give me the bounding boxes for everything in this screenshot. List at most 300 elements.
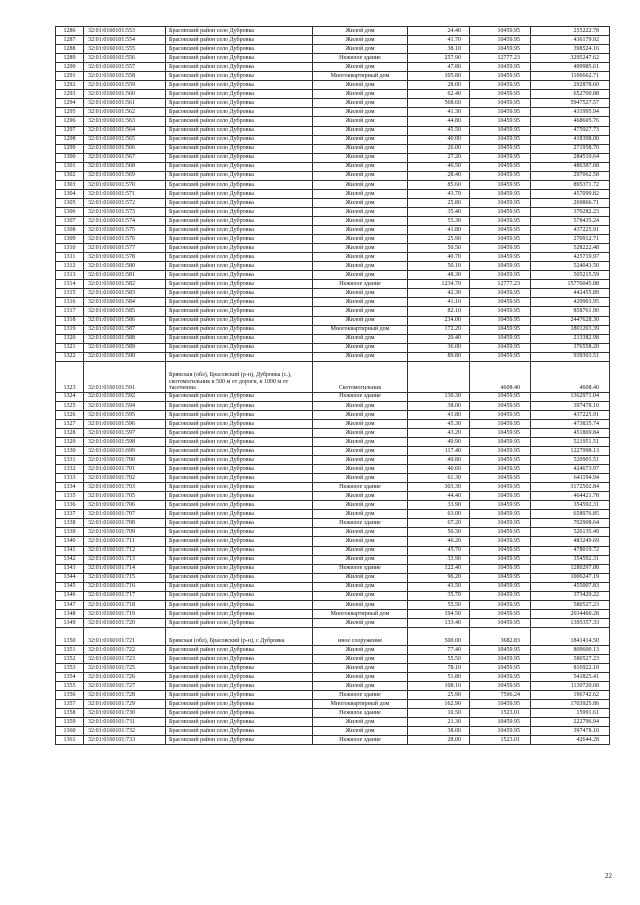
- area-cell: 63.00: [408, 510, 470, 519]
- row-number-cell: 1350: [56, 627, 84, 645]
- cadastral-value-per-m2-cell: 10459.95: [470, 573, 531, 582]
- row-number-cell: 1332: [56, 465, 84, 474]
- row-number-cell: 1356: [56, 691, 84, 700]
- row-number-cell: 1341: [56, 546, 84, 555]
- address-cell: Брасовский район село Дубровка: [166, 352, 313, 361]
- area-cell: 44.40: [408, 492, 470, 501]
- cadastral-value-per-m2-cell: 10459.95: [470, 180, 531, 189]
- address-cell: Брасовский район село Дубровка: [166, 72, 313, 81]
- cadastral-value-cell: 376558.20: [531, 343, 610, 352]
- cadastral-number-cell: 32:01:0160101:589: [84, 343, 166, 352]
- cadastral-number-cell: 32:01:0160101:571: [84, 189, 166, 198]
- address-cell: Брасовский район село Дубровка: [166, 45, 313, 54]
- cadastral-value-per-m2-cell: 10459.95: [470, 271, 531, 280]
- cadastral-number-cell: 32:01:0160101:582: [84, 280, 166, 289]
- object-type-cell: Жилой дом: [313, 447, 408, 456]
- cadastral-number-cell: 32:01:0160101:584: [84, 298, 166, 307]
- address-cell: Брасовский район село Дубровка: [166, 126, 313, 135]
- address-cell: Брасовский район село Дубровка: [166, 419, 313, 428]
- cadastral-value-cell: 521951.51: [531, 437, 610, 446]
- address-cell: Брасовский район село Дубровка: [166, 216, 313, 225]
- object-type-cell: Жилой дом: [313, 171, 408, 180]
- cadastral-number-cell: 32:01:0160101:581: [84, 271, 166, 280]
- address-cell: Брасовский район село Дубровка: [166, 244, 313, 253]
- table-row: [56, 564, 610, 573]
- area-cell: 28.00: [408, 736, 470, 745]
- cadastral-number-cell: 32:01:0160101:594: [84, 401, 166, 410]
- object-type-cell: Жилой дом: [313, 673, 408, 682]
- cadastral-value-cell: 370282.23: [531, 207, 610, 216]
- row-number-cell: 1306: [56, 207, 84, 216]
- cadastral-value-cell: 702908.64: [531, 519, 610, 528]
- cadastral-value-cell: 809600.13: [531, 645, 610, 654]
- cadastral-value-cell: 816922.10: [531, 664, 610, 673]
- table-row: [56, 262, 610, 271]
- cadastral-number-cell: 32:01:0160101:568: [84, 162, 166, 171]
- object-type-cell: Жилой дом: [313, 528, 408, 537]
- cadastral-number-cell: 32:01:0160101:595: [84, 410, 166, 419]
- area-cell: 105.80: [408, 72, 470, 81]
- row-number-cell: 1312: [56, 262, 84, 271]
- cadastral-number-cell: 32:01:0160101:564: [84, 126, 166, 135]
- cadastral-value-per-m2-cell: 10459.95: [470, 537, 531, 546]
- cadastral-number-cell: 32:01:0160101:574: [84, 216, 166, 225]
- table-row: [56, 226, 610, 235]
- address-cell: Брасовский район село Дубровка: [166, 546, 313, 555]
- cadastral-value-cell: 1130720.60: [531, 682, 610, 691]
- object-type-cell: Жилой дом: [313, 144, 408, 153]
- address-cell: Брасовский район село Дубровка: [166, 90, 313, 99]
- object-type-cell: Жилой дом: [313, 235, 408, 244]
- row-number-cell: 1305: [56, 198, 84, 207]
- cadastral-value-cell: 473835.74: [531, 419, 610, 428]
- table-row: [56, 691, 610, 700]
- area-cell: 43.20: [408, 428, 470, 437]
- object-type-cell: Жилой дом: [313, 198, 408, 207]
- address-cell: Брасовский район село Дубровка: [166, 289, 313, 298]
- object-type-cell: Многоквартирный дом: [313, 700, 408, 709]
- cadastral-value-per-m2-cell: 10459.95: [470, 600, 531, 609]
- cadastral-value-per-m2-cell: 10459.95: [470, 63, 531, 72]
- cadastral-value-cell: 464421.78: [531, 492, 610, 501]
- row-number-cell: 1331: [56, 456, 84, 465]
- area-cell: 78.10: [408, 664, 470, 673]
- cadastral-value-per-m2-cell: 10459.95: [470, 45, 531, 54]
- row-number-cell: 1302: [56, 171, 84, 180]
- cadastral-value-cell: 1280297.88: [531, 564, 610, 573]
- row-number-cell: 1353: [56, 664, 84, 673]
- area-cell: 49.80: [408, 456, 470, 465]
- cadastral-value-per-m2-cell: 10459.95: [470, 244, 531, 253]
- cadastral-value-per-m2-cell: 1523.01: [470, 709, 531, 718]
- area-cell: 85.60: [408, 180, 470, 189]
- cadastral-value-cell: 297062.58: [531, 171, 610, 180]
- row-number-cell: 1293: [56, 90, 84, 99]
- cadastral-number-cell: 32:01:0160101:713: [84, 555, 166, 564]
- object-type-cell: Жилой дом: [313, 189, 408, 198]
- cadastral-value-cell: 397478.10: [531, 727, 610, 736]
- table-row: [56, 609, 610, 618]
- row-number-cell: 1313: [56, 271, 84, 280]
- object-type-cell: Нежилое здание: [313, 736, 408, 745]
- row-number-cell: 1358: [56, 709, 84, 718]
- address-cell: Брасовский район село Дубровка: [166, 135, 313, 144]
- area-cell: 45.70: [408, 546, 470, 555]
- area-cell: 20.40: [408, 334, 470, 343]
- cadastral-value-cell: 580527.23: [531, 655, 610, 664]
- cadastral-value-cell: 255222.78: [531, 27, 610, 36]
- address-cell: Брасовский район село Дубровка: [166, 307, 313, 316]
- address-cell: Брасовский район село Дубровка: [166, 555, 313, 564]
- cadastral-value-per-m2-cell: 10459.95: [470, 392, 531, 401]
- address-cell: Брасовский район село Дубровка: [166, 198, 313, 207]
- area-cell: 500.00: [408, 627, 470, 645]
- address-cell: Брасовский район село Дубровка: [166, 226, 313, 235]
- cadastral-number-cell: 32:01:0160101:718: [84, 600, 166, 609]
- table-row: [56, 27, 610, 36]
- cadastral-number-cell: 32:01:0160101:583: [84, 289, 166, 298]
- area-cell: 38.00: [408, 727, 470, 736]
- area-cell: 45.30: [408, 419, 470, 428]
- area-cell: 10.50: [408, 709, 470, 718]
- table-row: [56, 456, 610, 465]
- table-row: [56, 392, 610, 401]
- table-row: [56, 600, 610, 609]
- row-number-cell: 1316: [56, 298, 84, 307]
- object-type-cell: Жилой дом: [313, 135, 408, 144]
- row-number-cell: 1292: [56, 81, 84, 90]
- row-number-cell: 1301: [56, 162, 84, 171]
- area-cell: 24.40: [408, 27, 470, 36]
- cadastral-value-cell: 658976.85: [531, 510, 610, 519]
- area-cell: 50.30: [408, 528, 470, 537]
- cadastral-value-per-m2-cell: 10459.95: [470, 153, 531, 162]
- address-cell: Брасовский район село Дубровка: [166, 144, 313, 153]
- area-cell: 33.90: [408, 501, 470, 510]
- cadastral-value-per-m2-cell: 10459.95: [470, 198, 531, 207]
- table-row: [56, 618, 610, 627]
- row-number-cell: 1336: [56, 501, 84, 510]
- address-cell: Брасовский район село Дубровка: [166, 564, 313, 573]
- cadastral-value-per-m2-cell: 10459.95: [470, 343, 531, 352]
- cadastral-value-per-m2-cell: 10459.95: [470, 410, 531, 419]
- cadastral-value-per-m2-cell: 10459.95: [470, 465, 531, 474]
- cadastral-value-cell: 1006247.19: [531, 573, 610, 582]
- object-type-cell: Жилой дом: [313, 108, 408, 117]
- cadastral-value-cell: 429903.95: [531, 298, 610, 307]
- cadastral-value-per-m2-cell: 7596.24: [470, 691, 531, 700]
- cadastral-value-cell: 528222.48: [531, 244, 610, 253]
- cadastral-number-cell: 32:01:0160101:729: [84, 700, 166, 709]
- cadastral-number-cell: 32:01:0160101:714: [84, 564, 166, 573]
- cadastral-number-cell: 32:01:0160101:726: [84, 673, 166, 682]
- row-number-cell: 1340: [56, 537, 84, 546]
- table-row: [56, 447, 610, 456]
- object-type-cell: Жилой дом: [313, 664, 408, 673]
- table-row: [56, 492, 610, 501]
- row-number-cell: 1299: [56, 144, 84, 153]
- area-cell: 303.30: [408, 483, 470, 492]
- object-type-cell: Жилой дом: [313, 63, 408, 72]
- cadastral-value-per-m2-cell: 10459.95: [470, 325, 531, 334]
- row-number-cell: 1303: [56, 180, 84, 189]
- cadastral-value-cell: 478019.72: [531, 546, 610, 555]
- cadastral-value-per-m2-cell: 10459.95: [470, 700, 531, 709]
- table-row: [56, 474, 610, 483]
- row-number-cell: 1319: [56, 325, 84, 334]
- cadastral-number-cell: 32:01:0160101:722: [84, 645, 166, 654]
- area-cell: 40.00: [408, 135, 470, 144]
- row-number-cell: 1317: [56, 307, 84, 316]
- address-cell: Брасовский район село Дубровка: [166, 456, 313, 465]
- object-type-cell: Жилой дом: [313, 510, 408, 519]
- row-number-cell: 1337: [56, 510, 84, 519]
- object-type-cell: Жилой дом: [313, 727, 408, 736]
- cadastral-number-cell: 32:01:0160101:559: [84, 81, 166, 90]
- table-row: [56, 727, 610, 736]
- cadastral-value-cell: 213382.98: [531, 334, 610, 343]
- area-cell: 77.40: [408, 645, 470, 654]
- row-number-cell: 1330: [56, 447, 84, 456]
- cadastral-value-per-m2-cell: 10459.95: [470, 727, 531, 736]
- address-cell: Брасовский район село Дубровка: [166, 316, 313, 325]
- cadastral-value-cell: 354592.31: [531, 555, 610, 564]
- table-row: [56, 352, 610, 361]
- cadastral-value-cell: 4608.40: [531, 361, 610, 392]
- table-row: [56, 555, 610, 564]
- table-row: [56, 108, 610, 117]
- area-cell: 96.20: [408, 573, 470, 582]
- cadastral-value-cell: 2034460.28: [531, 609, 610, 618]
- area-cell: 257.90: [408, 54, 470, 63]
- object-type-cell: Жилой дом: [313, 465, 408, 474]
- cadastral-number-cell: 32:01:0160101:596: [84, 419, 166, 428]
- address-cell: Брасовский район село Дубровка: [166, 117, 313, 126]
- object-type-cell: Многоквартирный дом: [313, 609, 408, 618]
- row-number-cell: 1354: [56, 673, 84, 682]
- table-row: [56, 537, 610, 546]
- area-cell: 108.10: [408, 682, 470, 691]
- object-type-cell: Жилой дом: [313, 437, 408, 446]
- cadastral-value-per-m2-cell: 10459.95: [470, 207, 531, 216]
- cadastral-value-cell: 1227998.13: [531, 447, 610, 456]
- cadastral-value-per-m2-cell: 10459.95: [470, 36, 531, 45]
- cadastral-value-cell: 42644.28: [531, 736, 610, 745]
- cadastral-number-cell: 32:01:0160101:561: [84, 99, 166, 108]
- area-cell: 44.80: [408, 117, 470, 126]
- address-cell: Брасовский район село Дубровка: [166, 600, 313, 609]
- cadastral-value-per-m2-cell: 10459.95: [470, 307, 531, 316]
- cadastral-value-per-m2-cell: 10459.95: [470, 298, 531, 307]
- cadastral-value-per-m2-cell: 10459.95: [470, 591, 531, 600]
- row-number-cell: 1327: [56, 419, 84, 428]
- cadastral-number-cell: 32:01:0160101:575: [84, 226, 166, 235]
- cadastral-number-cell: 32:01:0160101:700: [84, 456, 166, 465]
- object-type-cell: Жилой дом: [313, 501, 408, 510]
- cadastral-value-per-m2-cell: 10459.95: [470, 162, 531, 171]
- table-row: [56, 465, 610, 474]
- object-type-cell: Жилой дом: [313, 180, 408, 189]
- object-type-cell: Жилой дом: [313, 298, 408, 307]
- address-cell: Брасовский район село Дубровка: [166, 645, 313, 654]
- cadastral-value-cell: 1362971.04: [531, 392, 610, 401]
- table-row: [56, 627, 610, 645]
- table-row: [56, 528, 610, 537]
- table-row: [56, 99, 610, 108]
- cadastral-number-cell: 32:01:0160101:558: [84, 72, 166, 81]
- object-type-cell: Жилой дом: [313, 81, 408, 90]
- table-row: [56, 90, 610, 99]
- address-cell: Брасовский район село Дубровка: [166, 537, 313, 546]
- address-cell: Брасовский район село Дубровка: [166, 189, 313, 198]
- object-type-cell: Жилой дом: [313, 410, 408, 419]
- area-cell: 67.20: [408, 519, 470, 528]
- cadastral-number-cell: 32:01:0160101:556: [84, 54, 166, 63]
- object-type-cell: Жилой дом: [313, 334, 408, 343]
- address-cell: Брасовский район село Дубровка: [166, 153, 313, 162]
- object-type-cell: Нежилое здание: [313, 709, 408, 718]
- cadastral-number-cell: 32:01:0160101:591: [84, 361, 166, 392]
- object-type-cell: Жилой дом: [313, 45, 408, 54]
- area-cell: 46.20: [408, 537, 470, 546]
- cadastral-number-cell: 32:01:0160101:707: [84, 510, 166, 519]
- object-type-cell: Жилой дом: [313, 474, 408, 483]
- object-type-cell: Жилой дом: [313, 428, 408, 437]
- area-cell: 21.30: [408, 718, 470, 727]
- property-table-page: [55, 26, 609, 745]
- address-cell: Брасовский район село Дубровка: [166, 528, 313, 537]
- row-number-cell: 1287: [56, 36, 84, 45]
- table-row: [56, 244, 610, 253]
- table-row: [56, 664, 610, 673]
- row-number-cell: 1310: [56, 244, 84, 253]
- table-row: [56, 126, 610, 135]
- cadastral-value-cell: 292878.60: [531, 81, 610, 90]
- cadastral-value-per-m2-cell: 12777.23: [470, 54, 531, 63]
- address-cell: Брасовский район село Дубровка: [166, 718, 313, 727]
- row-number-cell: 1334: [56, 483, 84, 492]
- object-type-cell: Жилой дом: [313, 307, 408, 316]
- cadastral-value-per-m2-cell: 10459.95: [470, 528, 531, 537]
- address-cell: Брасовский район село Дубровка: [166, 27, 313, 36]
- row-number-cell: 1351: [56, 645, 84, 654]
- address-cell: Брасовский район село Дубровка: [166, 280, 313, 289]
- cadastral-number-cell: 32:01:0160101:566: [84, 144, 166, 153]
- cadastral-number-cell: 32:01:0160101:716: [84, 582, 166, 591]
- row-number-cell: 1289: [56, 54, 84, 63]
- table-row: [56, 325, 610, 334]
- address-cell: Брасовский район село Дубровка: [166, 298, 313, 307]
- area-cell: [408, 361, 470, 392]
- row-number-cell: 1300: [56, 153, 84, 162]
- cadastral-number-cell: 32:01:0160101:567: [84, 153, 166, 162]
- cadastral-value-cell: 457099.82: [531, 189, 610, 198]
- object-type-cell: Жилой дом: [313, 546, 408, 555]
- row-number-cell: 1329: [56, 437, 84, 446]
- cadastral-value-cell: 15776045.88: [531, 280, 610, 289]
- area-cell: 172.20: [408, 325, 470, 334]
- table-row: [56, 437, 610, 446]
- table-row: [56, 189, 610, 198]
- cadastral-number-cell: 32:01:0160101:732: [84, 727, 166, 736]
- area-cell: 38.10: [408, 45, 470, 54]
- cadastral-value-cell: 468605.76: [531, 117, 610, 126]
- row-number-cell: 1333: [56, 474, 84, 483]
- cadastral-value-per-m2-cell: 12777.23: [470, 280, 531, 289]
- row-number-cell: 1323: [56, 361, 84, 392]
- address-cell: Брянская (обл), Брасовский (р-н), Дубровка (с.), скотомогильник в 500 м от дороги, в 1000 м от тасеченны: [166, 361, 313, 392]
- cadastral-value-cell: 505215.59: [531, 271, 610, 280]
- row-number-cell: 1307: [56, 216, 84, 225]
- cadastral-value-cell: 418398.00: [531, 135, 610, 144]
- object-type-cell: Жилой дом: [313, 90, 408, 99]
- table-row: [56, 307, 610, 316]
- cadastral-value-cell: 483249.69: [531, 537, 610, 546]
- address-cell: Брасовский район село Дубровка: [166, 510, 313, 519]
- table-row: [56, 501, 610, 510]
- object-type-cell: Жилой дом: [313, 253, 408, 262]
- address-cell: Брасовский район село Дубровка: [166, 501, 313, 510]
- cadastral-number-cell: 32:01:0160101:560: [84, 90, 166, 99]
- cadastral-value-cell: 641194.94: [531, 474, 610, 483]
- row-number-cell: 1342: [56, 555, 84, 564]
- object-type-cell: Многоквартирный дом: [313, 325, 408, 334]
- cadastral-number-cell: 32:01:0160101:721: [84, 627, 166, 645]
- cadastral-number-cell: 32:01:0160101:554: [84, 36, 166, 45]
- cadastral-value-cell: 520905.51: [531, 456, 610, 465]
- cadastral-number-cell: 32:01:0160101:573: [84, 207, 166, 216]
- cadastral-value-per-m2-cell: 10459.95: [470, 316, 531, 325]
- address-cell: Брасовский район село Дубровка: [166, 573, 313, 582]
- cadastral-number-cell: 32:01:0160101:728: [84, 691, 166, 700]
- object-type-cell: Жилой дом: [313, 655, 408, 664]
- address-cell: Брасовский район село Дубровка: [166, 162, 313, 171]
- address-cell: Брасовский район село Дубровка: [166, 325, 313, 334]
- table-row: [56, 582, 610, 591]
- row-number-cell: 1326: [56, 410, 84, 419]
- area-cell: 41.70: [408, 36, 470, 45]
- cadastral-value-per-m2-cell: 10459.95: [470, 428, 531, 437]
- cadastral-number-cell: 32:01:0160101:578: [84, 253, 166, 262]
- cadastral-number-cell: 32:01:0160101:586: [84, 316, 166, 325]
- address-cell: Брасовский район село Дубровка: [166, 108, 313, 117]
- address-cell: Брасовский район село Дубровка: [166, 682, 313, 691]
- row-number-cell: 1298: [56, 135, 84, 144]
- property-table: [55, 26, 610, 745]
- address-cell: Брасовский район село Дубровка: [166, 492, 313, 501]
- address-cell: Брянская (обл), Брасовский (р-н), с Дубровка: [166, 627, 313, 645]
- area-cell: 234.00: [408, 316, 470, 325]
- cadastral-value-cell: 15991.61: [531, 709, 610, 718]
- address-cell: Брасовский район село Дубровка: [166, 474, 313, 483]
- cadastral-value-per-m2-cell: 10459.95: [470, 483, 531, 492]
- cadastral-value-per-m2-cell: 10459.95: [470, 682, 531, 691]
- cadastral-value-per-m2-cell: 10459.95: [470, 546, 531, 555]
- area-cell: 40.60: [408, 465, 470, 474]
- cadastral-number-cell: 32:01:0160101:592: [84, 392, 166, 401]
- cadastral-value-per-m2-cell: 10459.95: [470, 519, 531, 528]
- address-cell: Брасовский район село Дубровка: [166, 63, 313, 72]
- table-row: [56, 519, 610, 528]
- table-row: [56, 700, 610, 709]
- cadastral-value-cell: 475927.73: [531, 126, 610, 135]
- cadastral-value-per-m2-cell: 10459.95: [470, 289, 531, 298]
- table-row: [56, 428, 610, 437]
- area-cell: 51.80: [408, 673, 470, 682]
- object-type-cell: Жилой дом: [313, 555, 408, 564]
- row-number-cell: 1296: [56, 117, 84, 126]
- cadastral-number-cell: 32:01:0160101:703: [84, 483, 166, 492]
